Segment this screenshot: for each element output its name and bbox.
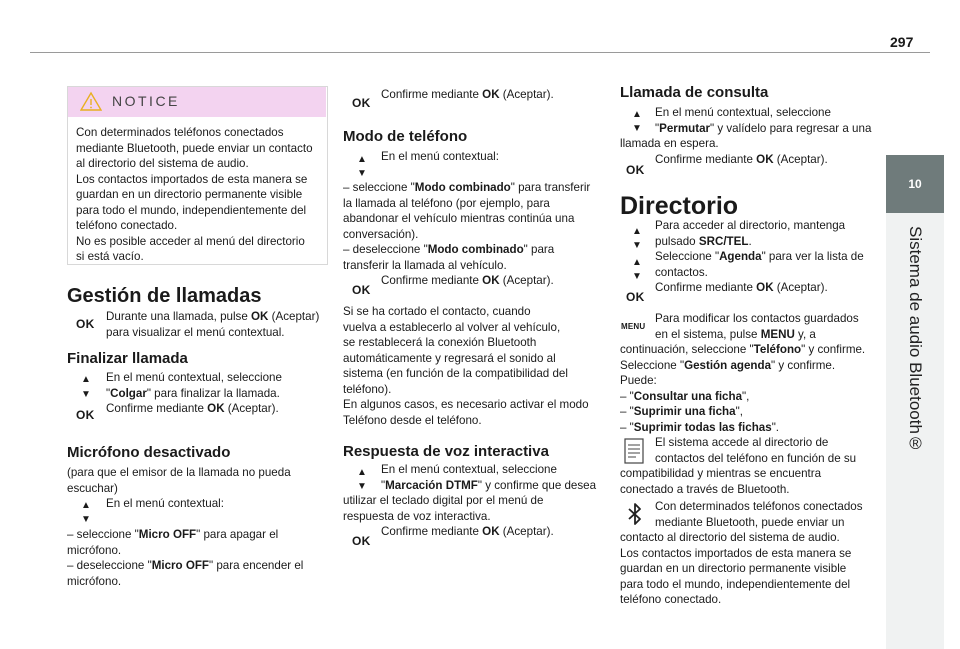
notice-line: guardan en un directorio permanente visible <box>76 188 303 201</box>
up-arrow-icon: ▲ <box>632 226 642 237</box>
bold-text: Micro OFF <box>151 559 210 572</box>
bold-text: OK <box>756 153 774 166</box>
text: En el menú contextual, seleccione <box>106 371 282 384</box>
text: (Aceptar). <box>773 281 828 294</box>
text: (Aceptar). <box>499 88 554 101</box>
bold-text: Teléfono <box>753 343 802 356</box>
modificar-text <box>655 311 880 342</box>
text: continuación, seleccione " <box>620 343 754 356</box>
text: " y confirme. <box>771 358 836 372</box>
note-icon <box>623 437 647 467</box>
cut-paragraph <box>343 304 608 428</box>
up-arrow-icon: ▲ <box>632 257 642 268</box>
notice-title: NOTICE <box>112 93 180 109</box>
text: Si se ha cortado el contacto, cuando <box>343 305 531 318</box>
text: contactos. <box>655 265 708 279</box>
notice-line: al directorio del sistema de audio. <box>76 157 249 170</box>
text: En el menú contextual: <box>381 150 499 163</box>
down-arrow-icon: ▼ <box>81 514 91 525</box>
bold-text: MENU <box>760 327 795 341</box>
bold-text: Consultar una ficha <box>633 389 743 403</box>
bold-text: Marcación DTMF <box>385 478 478 492</box>
chapter-tab <box>886 155 944 213</box>
text: conectado a través de Bluetooth. <box>620 482 790 496</box>
notice-line: si está vacío. <box>76 250 144 263</box>
page-number: 297 <box>890 34 914 50</box>
down-arrow-icon: ▼ <box>632 123 642 134</box>
text: Confirme mediante <box>655 281 757 294</box>
notice-header <box>68 87 326 117</box>
text: Confirme mediante <box>106 402 208 415</box>
text: En el menú contextual, seleccione <box>655 106 831 119</box>
text: " y valídelo para regresar a una <box>710 121 872 135</box>
bold-text: Suprimir una ficha <box>633 405 736 418</box>
text: micrófono. <box>67 543 122 557</box>
consulta-text-cont <box>620 136 882 152</box>
confirm-text <box>381 524 606 540</box>
text: teléfono). <box>343 382 392 396</box>
text: contactos del teléfono en función de su <box>655 451 857 465</box>
menu-icon: MENU <box>621 322 646 331</box>
modificar-text-cont <box>620 342 882 435</box>
ok-icon: OK <box>352 283 371 297</box>
text: llamada en espera. <box>620 137 719 150</box>
text: abandonar el vehículo mientras continúa una <box>343 212 575 225</box>
text: teléfono conectado. <box>620 593 722 606</box>
text: En el menú contextual, seleccione <box>381 463 557 476</box>
chapter-title: Sistema de audio Bluetooth® <box>906 226 925 453</box>
section-title-consulta: Llamada de consulta <box>620 84 769 101</box>
up-arrow-icon: ▲ <box>81 500 91 511</box>
bold-text: Modo combinado <box>427 243 524 256</box>
section-title-voz: Respuesta de voz interactiva <box>343 443 549 460</box>
text: " para ver la lista de <box>761 250 864 263</box>
down-arrow-icon: ▼ <box>357 481 367 492</box>
micro-menu-text <box>106 496 331 512</box>
text: Seleccione " <box>620 358 685 372</box>
up-arrow-icon: ▲ <box>357 467 367 478</box>
confirm-text <box>655 152 880 168</box>
text: sistema (en función de la compatibilidad del <box>343 367 568 380</box>
notice-line: Los contactos importados de esta manera se <box>76 172 308 186</box>
text: conversación). <box>343 227 419 241</box>
up-arrow-icon: ▲ <box>81 374 91 385</box>
text: transferir la llamada al vehículo. <box>343 258 507 272</box>
text: – deseleccione " <box>343 243 428 256</box>
text: – " <box>620 420 634 434</box>
ok-icon: OK <box>352 534 371 548</box>
section-title-micro: Micrófono desactivado <box>67 444 231 461</box>
text: Seleccione " <box>655 250 720 263</box>
warning-icon <box>80 91 102 111</box>
ok-icon: OK <box>626 163 645 177</box>
up-arrow-icon: ▲ <box>357 154 367 165</box>
down-arrow-icon: ▼ <box>632 271 642 282</box>
text: compatibilidad y mientras se encuentra <box>620 467 822 480</box>
text: ", <box>735 405 743 418</box>
micro-options <box>67 527 332 589</box>
modo-options <box>343 180 608 273</box>
bold-text: Modo combinado <box>414 181 511 194</box>
text: Confirme mediante <box>381 525 483 538</box>
text: (Aceptar). <box>499 274 554 287</box>
ok-icon: OK <box>352 96 371 110</box>
text: " y confirme. <box>801 343 866 356</box>
text: para todo el mundo, independientemente del <box>620 577 851 591</box>
text: (Aceptar) <box>268 310 320 323</box>
bold-text: OK <box>207 402 225 415</box>
text: pulsado <box>655 234 699 248</box>
text: – " <box>620 389 634 403</box>
text: – seleccione " <box>67 528 139 541</box>
section-title-directorio: Directorio <box>620 192 739 220</box>
down-arrow-icon: ▼ <box>357 168 367 179</box>
bold-text: Permutar <box>659 121 711 135</box>
ok-icon: OK <box>76 408 95 422</box>
bold-text: OK <box>482 88 500 101</box>
finalizar-text <box>106 370 331 417</box>
text: en el sistema, pulse <box>655 327 761 341</box>
bold-text: OK <box>756 281 774 294</box>
text: (Aceptar). <box>499 525 554 538</box>
bold-text: OK <box>482 525 500 538</box>
text: " para apagar el <box>196 528 279 541</box>
header-rule <box>30 52 930 53</box>
notice-line: para todo el mundo, independientemente del <box>76 203 307 217</box>
text: para visualizar el menú contextual. <box>106 325 285 339</box>
text: " <box>106 386 111 400</box>
text: " para transferir <box>510 181 591 194</box>
text: vuelva a establecerlo al volver al vehículo, <box>343 320 561 334</box>
bold-text: OK <box>251 310 269 323</box>
note-text-cont <box>620 466 882 497</box>
text: Los contactos importados de esta manera se <box>620 546 852 560</box>
text: Para modificar los contactos guardados <box>655 312 859 325</box>
voz-text-cont <box>343 493 608 524</box>
text: El sistema accede al directorio de <box>655 436 829 449</box>
text: se restablecerá la conexión Bluetooth <box>343 336 537 349</box>
notice-line: Con determinados teléfonos conectados <box>76 126 284 139</box>
confirm-text <box>381 87 606 103</box>
text: Con determinados teléfonos conectados <box>655 500 863 513</box>
text: " para <box>523 243 555 256</box>
text: (para que el emisor de la llamada no pueda <box>67 466 291 479</box>
text: ", <box>742 389 750 403</box>
text: contacto al directorio del sistema de audio. <box>620 531 840 544</box>
text: En algunos casos, es necesario activar el modo <box>343 398 589 411</box>
text: Confirme mediante <box>381 274 483 287</box>
text: (Aceptar). <box>224 402 279 415</box>
ok-icon: OK <box>626 290 645 304</box>
text: Confirme mediante <box>381 88 483 101</box>
text: En el menú contextual: <box>106 497 224 510</box>
text: y, a <box>794 327 816 341</box>
bluetooth-icon <box>626 502 644 526</box>
text: Durante una llamada, pulse <box>106 310 252 323</box>
note-text <box>655 435 880 466</box>
bluetooth-text-cont <box>620 530 882 608</box>
bold-text: Micro OFF <box>138 528 197 541</box>
section-title-finalizar: Finalizar llamada <box>67 350 188 367</box>
text: Puede: <box>620 374 657 387</box>
bold-text: SRC/TEL <box>698 234 749 248</box>
bold-text: Gestión agenda <box>684 358 772 372</box>
bold-text: OK <box>482 274 500 287</box>
text: (Aceptar). <box>773 153 828 166</box>
confirm-text <box>381 273 606 289</box>
text: " para encender el <box>209 559 304 572</box>
text: automáticamente y regresará el sonido al <box>343 351 556 365</box>
text: Confirme mediante <box>655 153 757 166</box>
text: Teléfono desde el teléfono. <box>343 413 482 427</box>
notice-line: teléfono conectado. <box>76 219 178 232</box>
text: " <box>381 478 386 492</box>
text: Para acceder al directorio, mantenga <box>655 219 846 232</box>
down-arrow-icon: ▼ <box>632 240 642 251</box>
text: respuesta de voz interactiva. <box>343 509 491 523</box>
text: la llamada al teléfono (por ejemplo, para <box>343 196 550 210</box>
text: . <box>748 234 752 248</box>
notice-line: mediante Bluetooth, puede enviar un contacto <box>76 141 313 155</box>
micro-intro <box>67 465 332 496</box>
section-title-gestion: Gestión de llamadas <box>67 285 262 307</box>
notice-text <box>76 125 324 265</box>
text: utilizar el teclado digital por el menú de <box>343 494 544 507</box>
up-arrow-icon: ▲ <box>632 109 642 120</box>
bold-text: Agenda <box>719 250 762 263</box>
modo-menu-text <box>381 149 606 165</box>
chapter-number: 10 <box>908 177 922 191</box>
directorio-text <box>655 218 880 296</box>
text: – deseleccione " <box>67 559 152 572</box>
section-title-modo: Modo de teléfono <box>343 128 468 145</box>
gestion-text <box>106 309 331 340</box>
consulta-text <box>655 105 880 136</box>
voz-text <box>381 462 606 493</box>
text: ". <box>771 420 780 434</box>
text: – seleccione " <box>343 181 415 194</box>
text: mediante Bluetooth, puede enviar un <box>655 515 845 529</box>
bluetooth-text <box>655 499 880 530</box>
text: guardan en un directorio permanente visible <box>620 562 847 575</box>
ok-icon: OK <box>76 317 95 331</box>
text: " <box>655 121 660 135</box>
notice-line: No es posible acceder al menú del directorio <box>76 234 305 248</box>
down-arrow-icon: ▼ <box>81 389 91 400</box>
bold-text: Suprimir todas las fichas <box>633 420 772 434</box>
text: " y confirme que desea <box>477 478 597 492</box>
text: escuchar) <box>67 481 118 495</box>
text: – " <box>620 405 634 418</box>
text: micrófono. <box>67 574 122 588</box>
chapter-title-wrap <box>886 226 944 606</box>
bold-text: Colgar <box>110 386 147 400</box>
text: " para finalizar la llamada. <box>146 386 280 400</box>
